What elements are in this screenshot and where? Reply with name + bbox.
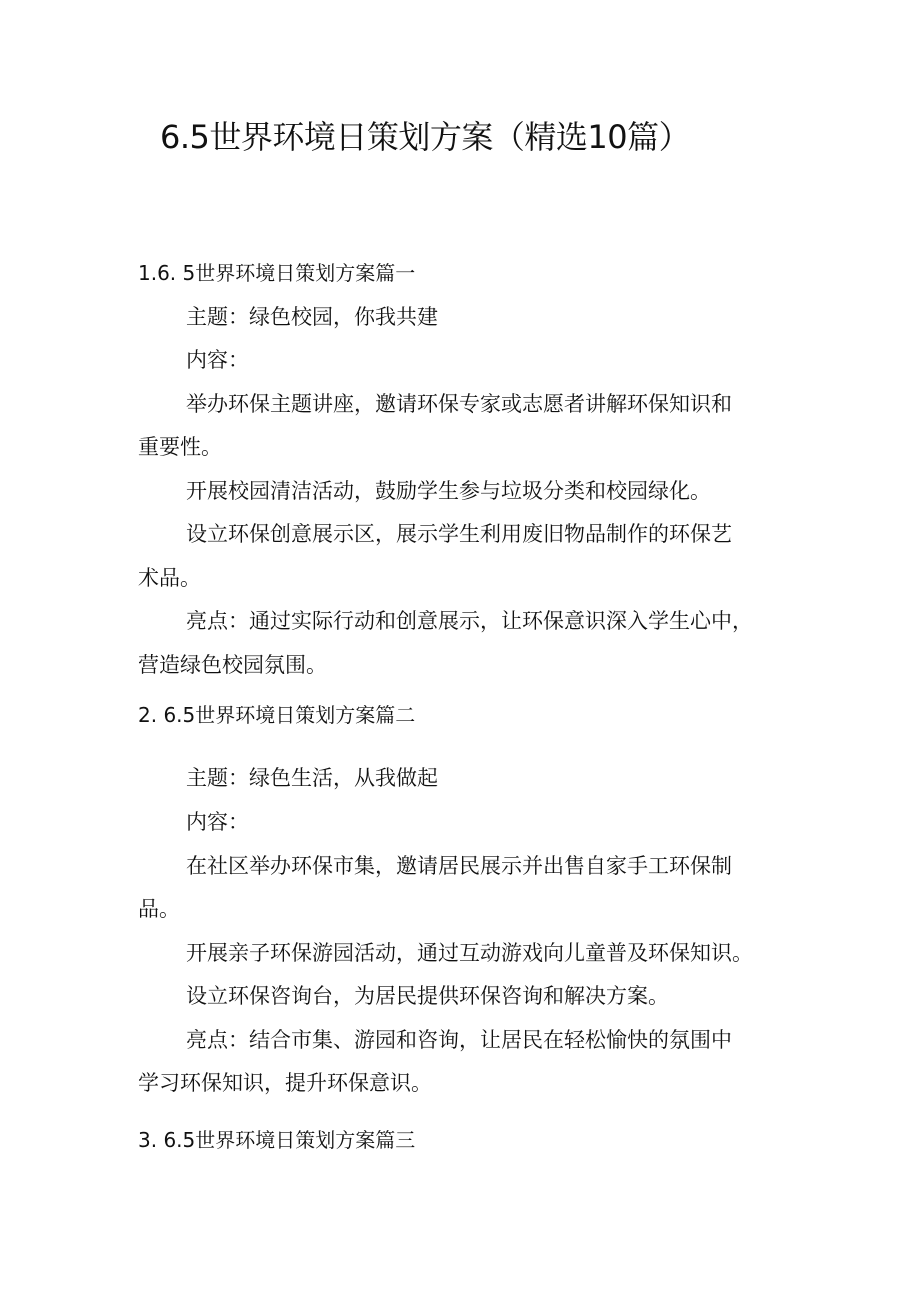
section-2-theme: 主题：绿色生活，从我做起 <box>186 766 438 790</box>
section-2-paragraph-line: 亮点：结合市集、游园和咨询，让居民在轻松愉快的氛围中 <box>186 1028 732 1052</box>
section-1-content-label: 内容： <box>186 348 249 372</box>
section-1-paragraph-line: 亮点：通过实际行动和创意展示，让环保意识深入学生心中， <box>186 609 753 633</box>
section-heading-3: 3. 6.5世界环境日策划方案篇三 <box>138 1128 416 1152</box>
section-2-paragraph-line: 设立环保咨询台，为居民提供环保咨询和解决方案。 <box>186 984 669 1008</box>
section-1-paragraph-line: 术品。 <box>138 566 201 590</box>
document-title: 6.5世界环境日策划方案（精选10篇） <box>160 118 691 156</box>
section-heading-1: 1.6. 5世界环境日策划方案篇一 <box>138 261 416 285</box>
section-2-paragraph-line: 学习环保知识，提升环保意识。 <box>138 1071 432 1095</box>
section-1-paragraph-line: 营造绿色校园氛围。 <box>138 653 327 677</box>
section-2-paragraph-line: 在社区举办环保市集，邀请居民展示并出售自家手工环保制 <box>186 854 732 878</box>
section-2-paragraph-line: 开展亲子环保游园活动，通过互动游戏向儿童普及环保知识。 <box>186 941 753 965</box>
section-2-content-label: 内容： <box>186 810 249 834</box>
section-1-theme: 主题：绿色校园，你我共建 <box>186 305 438 329</box>
section-1-paragraph-line: 设立环保创意展示区，展示学生利用废旧物品制作的环保艺 <box>186 522 732 546</box>
section-1-paragraph-line: 举办环保主题讲座，邀请环保专家或志愿者讲解环保知识和 <box>186 392 732 416</box>
section-2-paragraph-line: 品。 <box>138 897 180 921</box>
section-1-paragraph-line: 开展校园清洁活动，鼓励学生参与垃圾分类和校园绿化。 <box>186 479 711 503</box>
section-1-paragraph-line: 重要性。 <box>138 435 222 459</box>
section-heading-2: 2. 6.5世界环境日策划方案篇二 <box>138 703 416 727</box>
